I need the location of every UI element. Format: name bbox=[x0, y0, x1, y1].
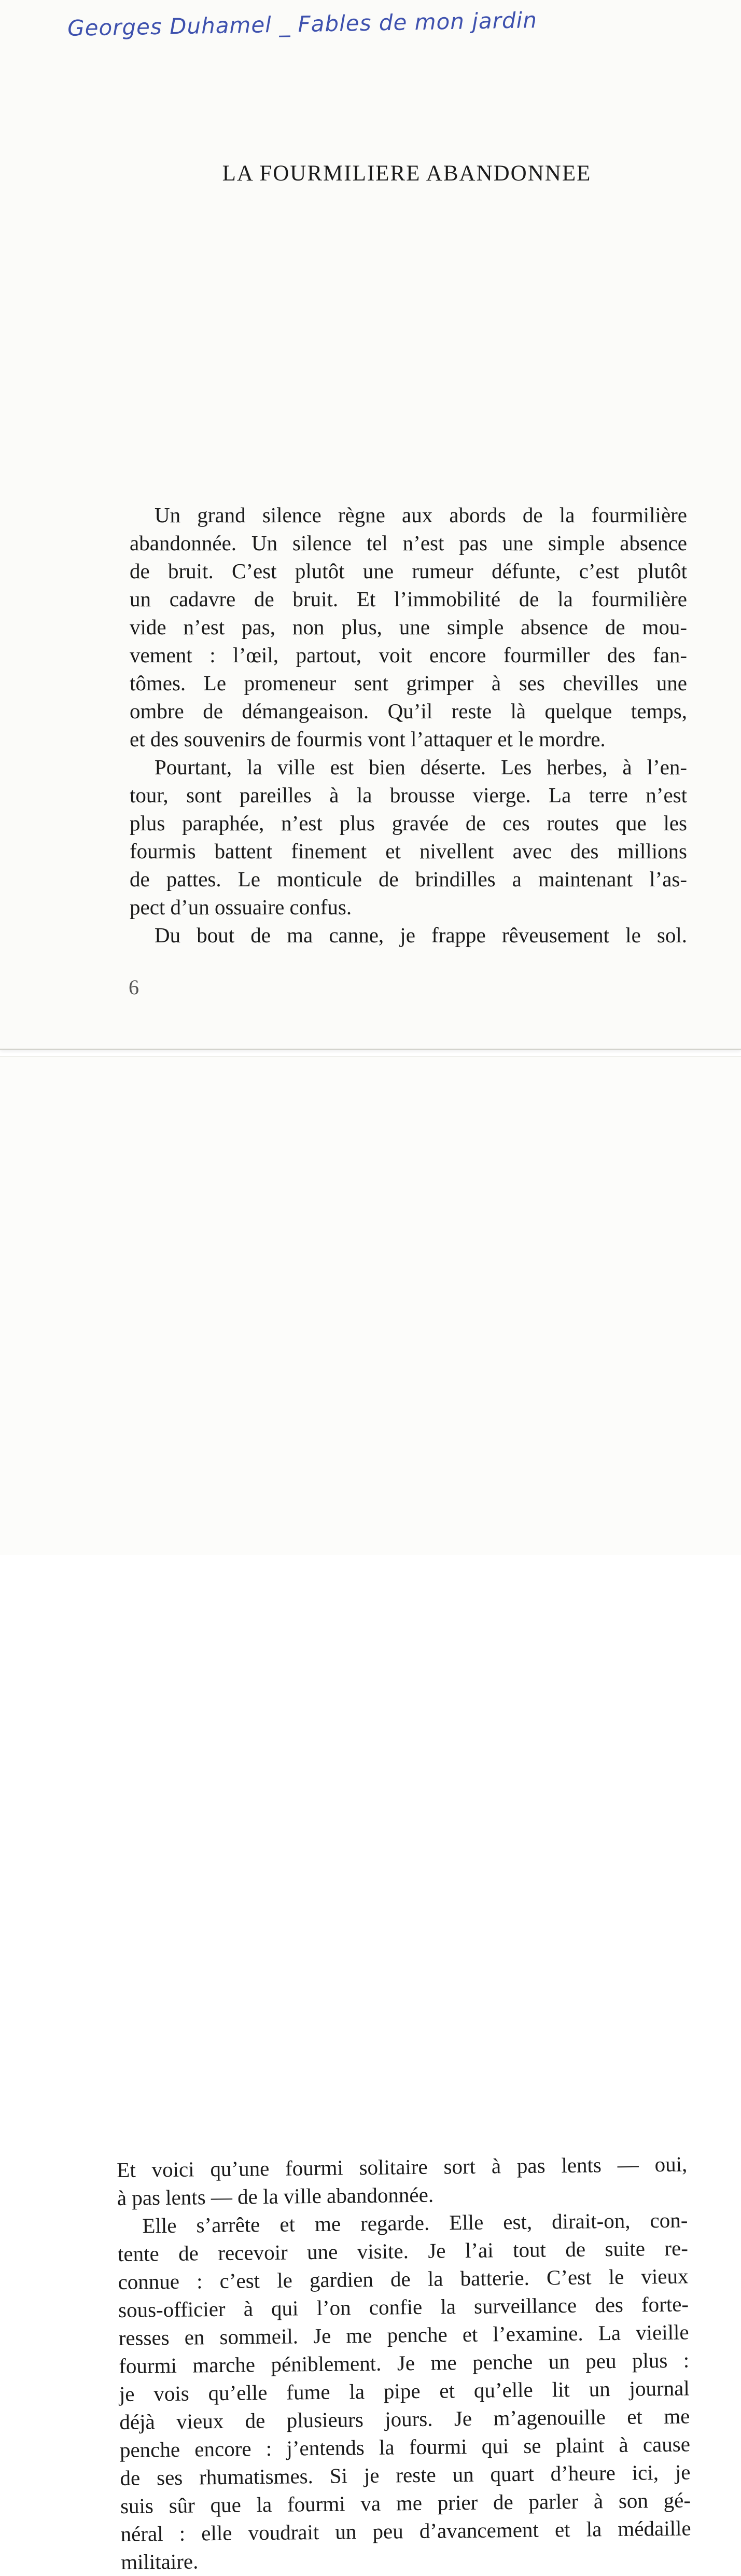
top-page bbox=[0, 0, 741, 1050]
text-line: de pattes. Le monticule de brindilles a maintenant l’as- bbox=[130, 867, 687, 891]
text-line: Du bout de ma canne, je frappe rêveusement le sol. bbox=[155, 923, 687, 947]
text-line: de ses rhumatismes. Si je reste un quart d’heure ici, je bbox=[120, 2460, 691, 2490]
text-line: plus paraphée, n’est plus gravée de ces routes que les bbox=[130, 811, 687, 835]
text-line: penche encore : j’entends la fourmi qui se plaint à cause bbox=[119, 2432, 691, 2462]
text-line: un cadavre de bruit. Et l’immobilité de la fourmilière bbox=[130, 587, 687, 611]
text-line: militaire. bbox=[120, 2549, 199, 2574]
text-line: Un grand silence règne aux abords de la fourmilière bbox=[155, 503, 687, 527]
bottom-page-text bbox=[117, 2150, 691, 2575]
text-line: sous-officier à qui l’on confie la surveillance des forte- bbox=[118, 2292, 689, 2322]
page-number: 6 bbox=[129, 976, 139, 999]
text-line: Pourtant, la ville est bien déserte. Les herbes, à l’en- bbox=[155, 755, 687, 779]
text-line: de bruit. C’est plutôt une rumeur défunte, c’est plutôt bbox=[130, 559, 687, 583]
chapter-title: LA FOURMILIERE ABANDONNEE bbox=[222, 161, 592, 186]
text-line: Et voici qu’une fourmi solitaire sort à pas lents — oui, bbox=[117, 2152, 688, 2182]
text-line: vement : l’œil, partout, voit encore fourmiller des fan- bbox=[130, 643, 687, 667]
text-line: et des souvenirs de fourmis vont l’attaquer et le mordre. bbox=[130, 727, 606, 751]
text-line: Elle s’arrête et me regarde. Elle est, dirait-on, con- bbox=[142, 2208, 688, 2238]
text-line: déjà vieux de plusieurs jours. Je m’agenouille et me bbox=[119, 2404, 690, 2434]
text-line: je vois qu’elle fume la pipe et qu’elle lit un journal bbox=[119, 2376, 690, 2406]
handwritten-annotation: Georges Duhamel _ Fables de mon jardin bbox=[67, 7, 538, 41]
text-line: tour, sont pareilles à la brousse vierge. La terre n’est bbox=[130, 783, 687, 807]
text-line: vide n’est pas, non plus, une simple absence de mou- bbox=[130, 615, 687, 639]
top-page-text bbox=[130, 501, 687, 949]
text-line: néral : elle voudrait un peu d’avancement et la médaille bbox=[120, 2516, 691, 2546]
text-line: abandonnée. Un silence tel n’est pas une simple absence bbox=[130, 531, 687, 555]
text-line: ombre de démangeaison. Qu’il reste là quelque temps, bbox=[130, 699, 687, 723]
text-line: à pas lents — de la ville abandonnée. bbox=[117, 2182, 434, 2210]
bottom-page bbox=[0, 1056, 741, 2574]
text-line: pect d’un ossuaire confus. bbox=[130, 895, 352, 919]
text-line: fourmis battent finement et nivellent avec des millions bbox=[130, 839, 687, 863]
text-line: tômes. Le promeneur sent grimper à ses chevilles une bbox=[130, 671, 687, 695]
text-line: connue : c’est le gardien de la batterie. C’est le vieux bbox=[118, 2264, 689, 2294]
text-line: resses en sommeil. Je me penche et l’examine. La vieille bbox=[118, 2320, 689, 2350]
text-line: fourmi marche péniblement. Je me penche un peu plus : bbox=[119, 2348, 690, 2378]
text-line: tente de recevoir une visite. Je l’ai tout de suite re- bbox=[117, 2236, 689, 2266]
text-line: suis sûr que la fourmi va me prier de parler à son gé- bbox=[120, 2488, 691, 2518]
